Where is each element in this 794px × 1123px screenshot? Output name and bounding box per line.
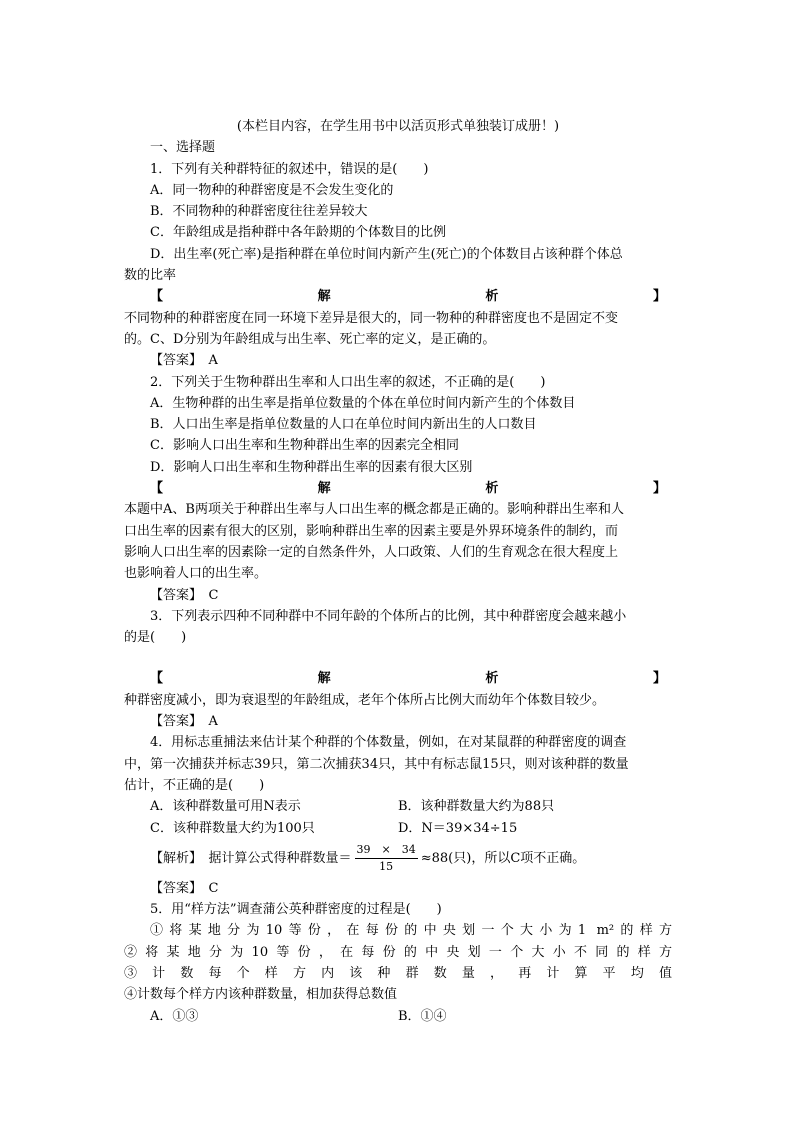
option-b: B．①④: [398, 1008, 447, 1024]
analysis-text: 本题中A、B两项关于种群出生率与人口出生率的概念都是正确的。影响种群出生率和人: [124, 502, 624, 518]
question-3: [124, 606, 672, 732]
analysis-label-char-1: 解: [317, 289, 331, 305]
analysis-text: 种群密度减小，即为衰退型的年龄组成，老年个体所占比例大而幼年个体数目较少。: [124, 692, 606, 708]
procedure-4: ④计数每个样方内该种群数量，相加获得总数值: [124, 987, 398, 1003]
question-stem-continued: 的是( ): [124, 630, 187, 646]
question-stem-continued: 估计，不正确的是( ): [124, 777, 265, 793]
analysis-text: 影响人口出生率的因素除一定的自然条件外，人口政策、人们的生育观念在很大程度上: [124, 544, 619, 560]
answer: 【答案】 A: [150, 353, 218, 369]
header-note: (本栏目内容，在学生用书中以活页形式单独装订成册！): [236, 119, 560, 134]
analysis-label: [124, 478, 672, 499]
question-2: [124, 372, 672, 606]
option-b: B．人口出生率是指单位数量的人口在单位时间内新出生的人口数目: [150, 417, 537, 433]
document-page: [124, 116, 672, 1027]
option-c: C．影响人口出生率和生物种群出生率的因素完全相同: [150, 438, 459, 454]
procedure-3: ③计数每个样方内该种群数量，再计算平均值: [124, 965, 672, 981]
analysis-suffix: ≈88(只)，所以C项不正确。: [420, 850, 586, 866]
analysis-label-open: 【: [150, 481, 164, 497]
procedure-1: ①将某地分为10等份，在每份的中央划一个大小为1 m²的样方: [150, 923, 672, 939]
analysis-label-close: 】: [652, 289, 666, 305]
options-row: [124, 796, 672, 817]
fraction-denominator: 15: [379, 859, 394, 873]
question-stem: 3．下列表示四种不同种群中不同年龄的个体所占的比例，其中种群密度会越来越小: [150, 608, 627, 624]
option-d-continued: 数的比率: [124, 268, 177, 284]
question-stem-continued: 中，第一次捕获并标志39只，第二次捕获34只，其中有标志鼠15只，则对该种群的数量: [124, 756, 629, 772]
options-row: [124, 818, 672, 839]
answer: 【答案】 A: [150, 714, 218, 730]
analysis-text: 也影响着人口的出生率。: [124, 566, 268, 582]
option-a: A．①③: [150, 1008, 199, 1024]
analysis-label-open: 【: [150, 671, 164, 687]
analysis-text: 不同物种的种群密度在同一环境下差异是很大的，同一物种的种群密度也不是固定不变: [124, 310, 619, 326]
analysis-label: [124, 286, 672, 307]
analysis-prefix: 【解析】 据计算公式得种群数量＝: [150, 850, 352, 866]
analysis-text: 口出生率的因素有很大的区别，影响种群出生率的因素主要是外界环境条件的制约，而: [124, 523, 619, 539]
question-stem: 4．用标志重捕法来估计某个种群的个体数量，例如，在对某鼠群的种群密度的调查: [150, 735, 627, 751]
option-d: D．出生率(死亡率)是指种群在单位时间内新产生(死亡)的个体数目占该种群个体总: [150, 246, 623, 262]
option-c: C．该种群数量大约为100只: [150, 820, 315, 836]
fraction: [355, 843, 418, 874]
analysis-label: [124, 668, 672, 689]
analysis-label-char-1: 解: [317, 671, 331, 687]
procedure-2: ②将某地分为10等份，在每份的中央划一个大小不同的样方: [124, 944, 672, 960]
question-stem: 2．下列关于生物种群出生率和人口出生率的叙述，不正确的是( ): [150, 374, 546, 390]
question-4: [124, 732, 672, 899]
option-b: B．不同物种的种群密度往往差异较大: [150, 204, 368, 220]
answer: 【答案】 C: [150, 880, 219, 896]
option-d: D．影响人口出生率和生物种群出生率的因素有很大区别: [150, 459, 473, 475]
option-a: A．生物种群的出生率是指单位数量的个体在单位时间内新产生的个体数目: [150, 395, 576, 411]
analysis-label-char-1: 解: [317, 481, 331, 497]
option-a: A．该种群数量可用N表示: [150, 799, 301, 815]
analysis-label-open: 【: [150, 289, 164, 305]
option-c: C．年龄组成是指种群中各年龄期的个体数目的比例: [150, 225, 446, 241]
option-b: B．该种群数量大约为88只: [398, 799, 555, 815]
analysis-text: 的。C、D分别为年龄组成与出生率、死亡率的定义，是正确的。: [124, 331, 496, 347]
section-title: 一、选择题: [150, 140, 216, 156]
analysis-label-char-2: 析: [485, 481, 499, 497]
option-d: D．N＝39×34÷15: [398, 820, 518, 836]
question-stem: 5．用“样方法”调查蒲公英种群密度的过程是( ): [150, 902, 442, 918]
analysis-label-char-2: 析: [485, 671, 499, 687]
options-row: [124, 1006, 672, 1027]
analysis-label-close: 】: [652, 481, 666, 497]
figure-placeholder: [124, 648, 672, 668]
analysis-label-close: 】: [652, 671, 666, 687]
fraction-numerator: 39 × 34: [355, 843, 418, 859]
analysis-text: [124, 839, 672, 878]
option-a: A．同一物种的种群密度是不会发生变化的: [150, 182, 394, 198]
analysis-label-char-2: 析: [485, 289, 499, 305]
question-stem: 1．下列有关种群特征的叙述中，错误的是( ): [150, 161, 429, 177]
question-1: [124, 159, 672, 372]
answer: 【答案】 C: [150, 587, 219, 603]
question-5: [124, 899, 672, 1027]
